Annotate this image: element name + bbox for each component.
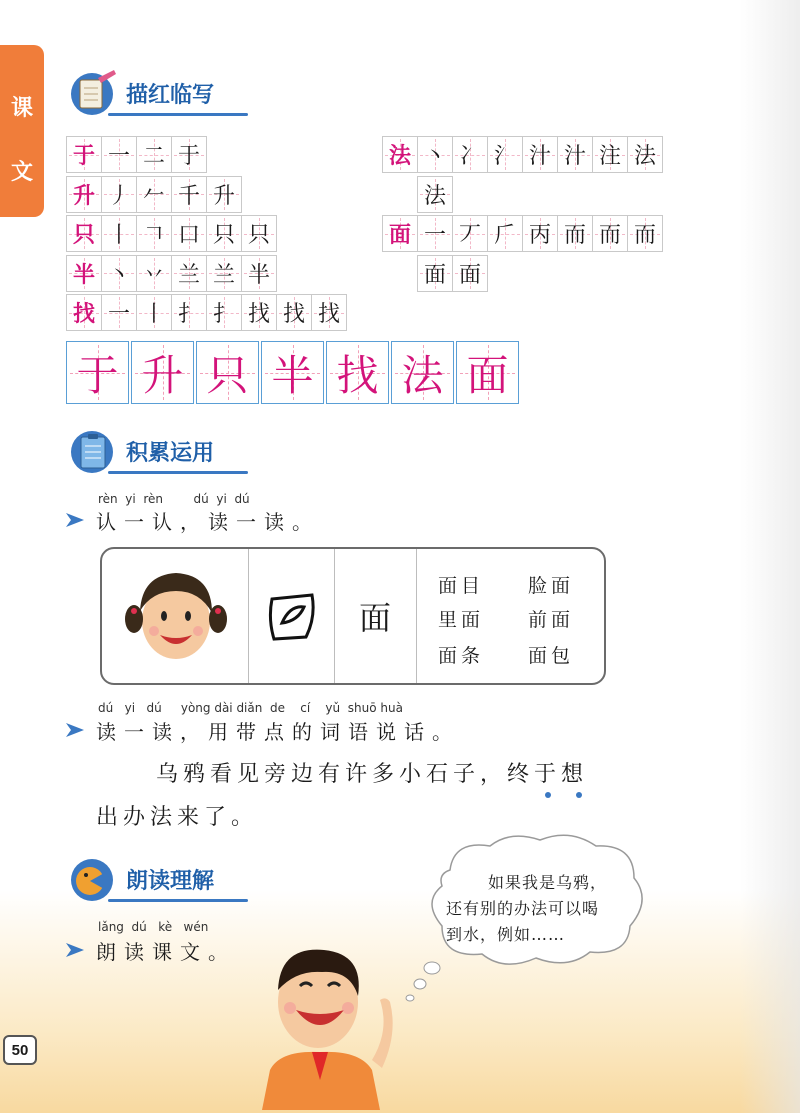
emphasis-dot <box>576 792 582 798</box>
stroke-head-char: 面 <box>382 215 418 252</box>
instruction-text: 认一认，读一读。 <box>96 510 320 534</box>
stroke-row <box>66 176 241 213</box>
stroke-step: 半 <box>241 255 277 292</box>
section-title: 朗读理解 <box>126 868 215 893</box>
stroke-head-char: 只 <box>66 215 102 252</box>
stroke-step: 𠂆 <box>487 215 523 252</box>
cloud-line-3: 到水，例如…… <box>446 925 566 944</box>
section-header-tracing <box>68 70 248 116</box>
instruction-pinyin: rèn yi rèn dú yi dú <box>98 492 250 506</box>
clipboard-icon <box>68 428 118 474</box>
stroke-step: 只 <box>206 215 242 252</box>
side-tab-char-1: 课 <box>10 95 33 120</box>
cloud-line-2: 还有别的办法可以喝 <box>446 899 600 918</box>
instruction-text: 读一读，用带点的词语说话。 <box>96 720 460 744</box>
tracing-cell: 法 <box>391 341 454 404</box>
stroke-step: 一 <box>417 215 453 252</box>
section-title: 描红临写 <box>126 82 215 107</box>
tracing-cell: 找 <box>326 341 389 404</box>
boy-illustration <box>240 940 400 1110</box>
stroke-row <box>382 215 662 252</box>
word-item: 面目 <box>438 575 485 597</box>
stroke-step: 冫 <box>452 136 488 173</box>
girl-illustration <box>120 561 232 673</box>
arrow-icon <box>66 513 84 527</box>
instruction-text: 朗读课文。 <box>96 940 236 964</box>
thought-bubbles <box>402 960 442 1004</box>
section-header-reading <box>68 856 248 902</box>
stroke-head-char: 找 <box>66 294 102 331</box>
stroke-step: 𠂉 <box>136 176 172 213</box>
main-character: 面 <box>358 599 391 637</box>
card-divider <box>248 549 249 683</box>
stroke-step: 兰 <box>171 255 207 292</box>
tracing-cell: 只 <box>196 341 259 404</box>
tracing-cell: 于 <box>66 341 129 404</box>
word-item: 面条 <box>438 645 485 667</box>
section-title: 积累运用 <box>126 440 215 465</box>
stroke-step: 面 <box>452 255 488 292</box>
side-tab-char-2: 文 <box>10 159 33 184</box>
ancient-face-glyph-icon <box>264 589 320 645</box>
tracing-row <box>66 341 521 404</box>
stroke-head-char: 升 <box>66 176 102 213</box>
stroke-step: 找 <box>276 294 312 331</box>
arrow-icon <box>66 943 84 957</box>
stroke-step: 于 <box>171 136 207 173</box>
stroke-row <box>66 136 206 173</box>
passage-line-2: 出办法来了。 <box>96 805 259 830</box>
stroke-step: 而 <box>627 215 663 252</box>
stroke-step: 扌 <box>171 294 207 331</box>
stroke-step: 法 <box>627 136 663 173</box>
notebook-pencil-icon <box>68 70 118 116</box>
stroke-step: 丆 <box>452 215 488 252</box>
stroke-step: 丶 <box>101 255 137 292</box>
stroke-step: 注 <box>592 136 628 173</box>
card-divider <box>416 549 417 683</box>
stroke-step: 丨 <box>136 294 172 331</box>
section-underline <box>108 471 248 474</box>
stroke-step: 一 <box>101 136 137 173</box>
stroke-step: 找 <box>311 294 347 331</box>
stroke-head-char: 半 <box>66 255 102 292</box>
stroke-step: 千 <box>171 176 207 213</box>
passage-line-1: 乌鸦看见旁边有许多小石子，终于想 <box>156 762 589 787</box>
section-underline <box>108 113 248 116</box>
stroke-row <box>66 294 346 331</box>
stroke-head-empty <box>382 255 418 292</box>
tracing-cell: 面 <box>456 341 519 404</box>
stroke-step: 𠃍 <box>136 215 172 252</box>
tracing-cell: 半 <box>261 341 324 404</box>
stroke-step: 口 <box>171 215 207 252</box>
stroke-step: 面 <box>417 255 453 292</box>
emphasis-dot <box>545 792 551 798</box>
instruction-pinyin: dú yi dú yòng dài diǎn de cí yǔ shuō huà <box>98 701 403 715</box>
section-underline <box>108 899 248 902</box>
stroke-step: 汁 <box>522 136 558 173</box>
stroke-step: 而 <box>592 215 628 252</box>
word-item: 面包 <box>528 645 575 667</box>
stroke-row <box>66 255 276 292</box>
stroke-row <box>382 255 487 292</box>
stroke-step: 兰 <box>206 255 242 292</box>
stroke-step: 丙 <box>522 215 558 252</box>
stroke-step: 而 <box>557 215 593 252</box>
stroke-step: 升 <box>206 176 242 213</box>
arrow-icon <box>66 723 84 737</box>
stroke-step: 丶 <box>417 136 453 173</box>
instruction-pinyin: lǎng dú kè wén <box>98 920 209 934</box>
section-header-practice <box>68 428 248 474</box>
reading-face-icon <box>68 856 118 902</box>
stroke-step: 丿 <box>101 176 137 213</box>
stroke-step: 二 <box>136 136 172 173</box>
word-item: 前面 <box>528 609 575 631</box>
stroke-step: 汁 <box>557 136 593 173</box>
word-item: 脸面 <box>528 575 575 597</box>
stroke-step: 丷 <box>136 255 172 292</box>
stroke-step: 一 <box>101 294 137 331</box>
stroke-head-char: 于 <box>66 136 102 173</box>
stroke-row <box>382 136 662 173</box>
stroke-step: 扌 <box>206 294 242 331</box>
stroke-head-empty <box>382 176 418 213</box>
stroke-step: 找 <box>241 294 277 331</box>
stroke-step: 法 <box>417 176 453 213</box>
cloud-line-1: 如果我是乌鸦， <box>488 873 608 892</box>
stroke-step: 丨 <box>101 215 137 252</box>
stroke-step: 只 <box>241 215 277 252</box>
stroke-row <box>66 215 276 252</box>
side-tab <box>0 45 44 217</box>
word-card <box>100 547 606 685</box>
page-edge-shadow <box>740 0 800 1113</box>
page-number: 50 <box>3 1035 37 1065</box>
word-item: 里面 <box>438 609 485 631</box>
tracing-cell: 升 <box>131 341 194 404</box>
stroke-head-char: 法 <box>382 136 418 173</box>
stroke-step: 氵 <box>487 136 523 173</box>
stroke-row <box>382 176 452 213</box>
